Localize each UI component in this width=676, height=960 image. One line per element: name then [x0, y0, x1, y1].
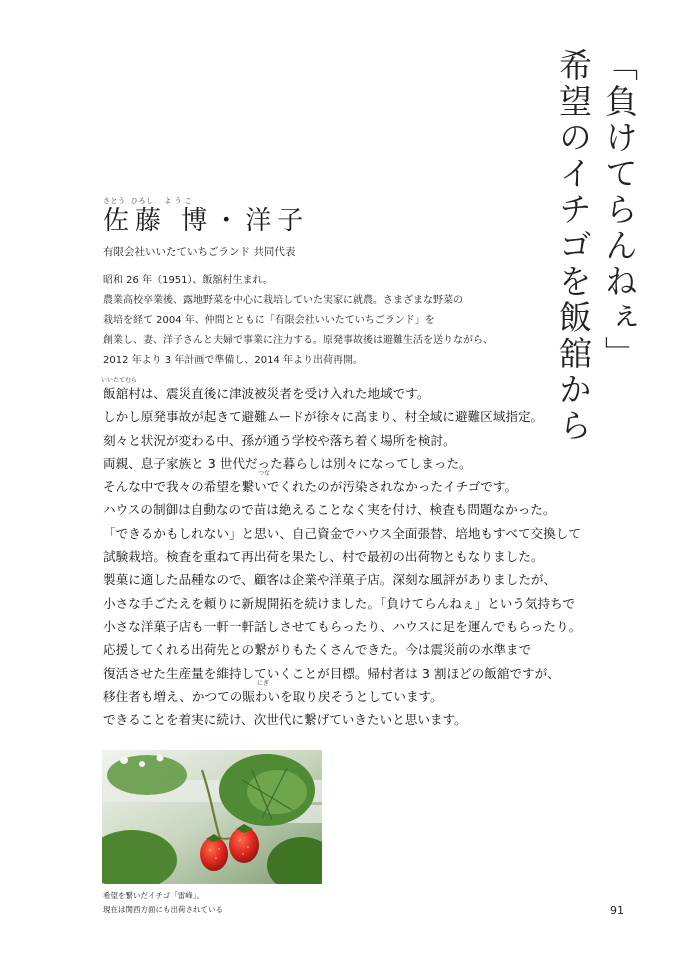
body-line: そんな中で我々の希望を繋いでくれたのが汚染されなかったイチゴです。	[103, 479, 518, 495]
bio-line: 栽培を経て 2004 年、仲間とともに「有限会社いいたていちごランド」を	[103, 315, 435, 326]
bio-line: 農業高校卒業後、露地野菜を中心に栽培していた実家に就農。さまざまな野菜の	[103, 295, 463, 306]
body-line: 小さな手ごたえを頼りに新規開拓を続けました。「負けてらんねぇ」という気持ちで	[103, 595, 576, 611]
bio-line: 創業し、妻、洋子さんと夫婦で事業に注力する。原発事故後は避難生活を送りながら、	[103, 335, 493, 346]
strawberry-photo	[102, 750, 322, 884]
caption-line-1: 希望を繋いだイチゴ「雷峰」。	[103, 891, 204, 900]
company-title: 有限会社いいたていちごランド 共同代表	[103, 246, 296, 258]
name-ruby: さとう ひろし よ う こ	[103, 197, 193, 205]
body-line: 「できるかもしれない」と思い、自己資金でハウス全面張替、培地もすべて交換して	[103, 525, 581, 541]
strawberry-plant-illustration	[102, 750, 322, 884]
body-line: 飯舘村は、震災直後に津波被災者を受け入れた地域です。	[103, 386, 430, 401]
body-line: 刻々と状況が変わる中、孫が通う学校や落ち着く場所を検討。	[103, 432, 456, 448]
article-body	[103, 382, 633, 731]
body-line: 復活させた生産量を維持していくことが目標。帰村者は 3 割ほどの飯舘ですが、	[103, 665, 560, 681]
page-number: 91	[610, 904, 624, 917]
body-line: 移住者も増え、かつての賑わいを取り戻そうとしています。	[103, 688, 443, 704]
bio-line: 2012 年より 3 年計画で準備し、2014 年より出荷再開。	[103, 355, 363, 366]
bio-line: 昭和 26 年（1951）、飯舘村生まれ。	[103, 275, 274, 286]
body-line: 小さな洋菓子店も一軒一軒話しさせてもらったり、ハウスに足を運んでもらったり。	[103, 618, 582, 634]
photo-caption	[103, 889, 223, 917]
body-line: 製菓に適した品種なので、顧客は企業や洋菓子店。深刻な風評がありましたが、	[103, 572, 557, 588]
ruby-nigi: にぎ	[257, 680, 270, 687]
profile-bio	[103, 271, 543, 371]
title-line-2: 希望のイチゴを飯舘から	[554, 48, 593, 444]
body-line: できることを着実に続け、次世代に繋げていきたいと思います。	[103, 712, 467, 728]
body-line: 試験栽培。検査を重ねて再出荷を果たし、村で最初の出荷物ともなりました。	[103, 549, 544, 565]
body-line: しかし原発事故が起きて避難ムードが徐々に高まり、村全域に避難区域指定。	[103, 409, 544, 425]
person-name: 佐藤 博・洋子	[103, 206, 310, 236]
body-line: 両親、息子家族と 3 世代だった暮らしは別々になってしまった。	[103, 455, 472, 471]
title-line-1: 「負けてらんねぇ」	[600, 48, 639, 372]
ruby-tsuna: つな	[258, 470, 271, 477]
body-line: 応援してくれる出荷先との繋がりもたくさんできた。今は震災前の水準まで	[103, 642, 532, 658]
person-header	[103, 196, 309, 259]
ruby-iitatemura: いいたてむら	[101, 377, 138, 384]
caption-line-2: 現在は関西方面にも出荷されている	[103, 905, 223, 914]
body-line: ハウスの制御は自動なので苗は絶えることなく実を付け、検査も問題なかった。	[103, 502, 556, 518]
